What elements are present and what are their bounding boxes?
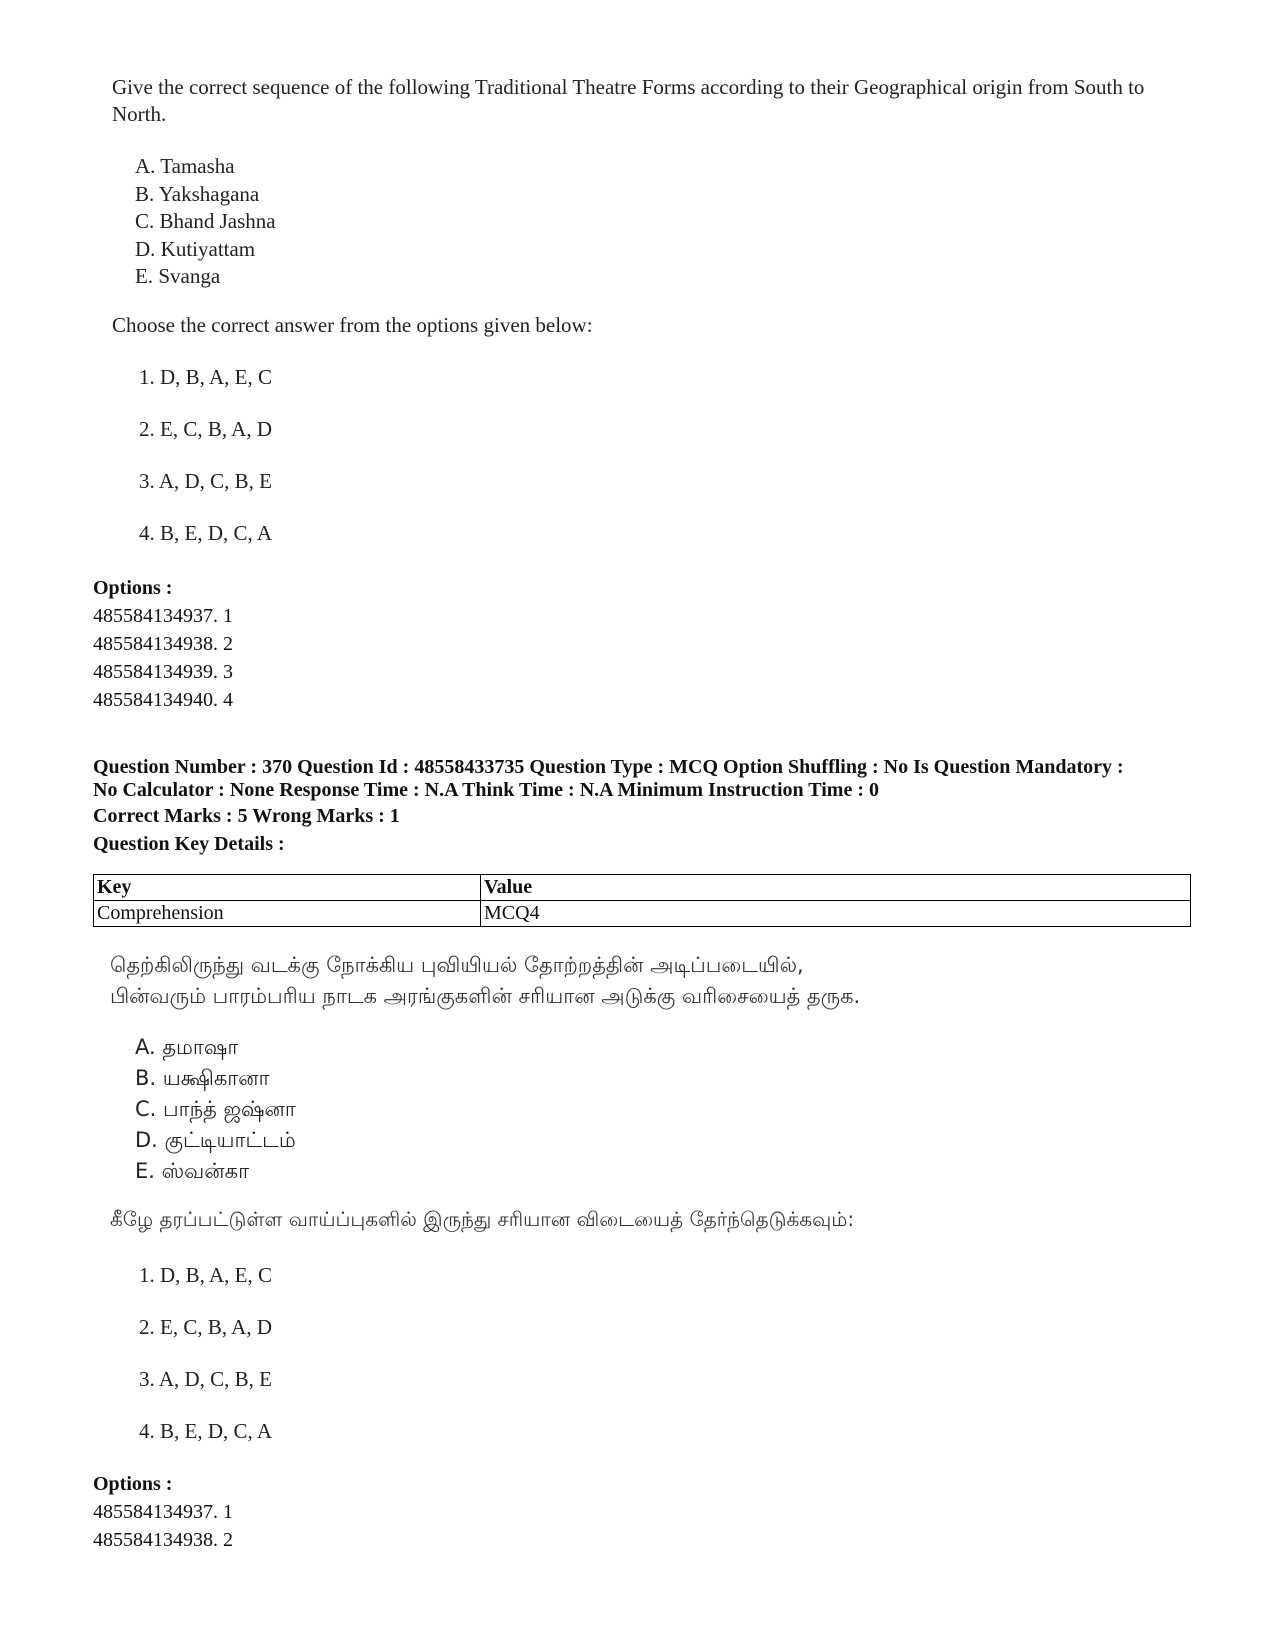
list-item: A. தமாஷா (135, 1035, 239, 1059)
option-line: 485584134939. 3 (93, 661, 233, 683)
list-item: C. பாந்த் ஜஷ்னா (135, 1097, 296, 1121)
answer-choice: 3. A, D, C, B, E (139, 1367, 273, 1391)
list-item: B. யக்ஷிகானா (135, 1066, 270, 1090)
list-item: C. Bhand Jashna (135, 209, 276, 233)
question-tamil (110, 950, 860, 1012)
theatre-forms-list-tamil (135, 1032, 296, 1187)
table-header-row (94, 875, 1191, 901)
table-cell: Comprehension (94, 901, 481, 927)
question-text-line: பின்வரும் பாரம்பரிய நாடக அரங்குகளின் சரியான அடுக்கு வரிசையைத் தருக. (110, 984, 861, 1008)
answer-choice: 1. D, B, A, E, C (139, 1263, 273, 1287)
marks-line: Correct Marks : 5 Wrong Marks : 1 (93, 805, 400, 827)
question-text-line: தெற்கிலிருந்து வடக்கு நோக்கிய புவியியல் தோற்றத்தின் அடிப்படையில், (110, 953, 804, 977)
key-details-label: Question Key Details : (93, 833, 285, 855)
table-header: Value (481, 875, 1191, 901)
answer-choice: 1. D, B, A, E, C (139, 365, 273, 389)
list-item: B. Yakshagana (135, 181, 260, 206)
choose-instruction-tamil: கீழே தரப்பட்டுள்ள வாய்ப்புகளில் இருந்து சரியான விடையைத் தேர்ந்தெடுக்கவும்: (110, 1207, 855, 1231)
meta-line-2: No Calculator : None Response Time : N.A Think Time : N.A Minimum Instruction Time : 0 (93, 779, 879, 801)
list-item: D. Kutiyattam (135, 236, 256, 261)
options-label: Options : (93, 577, 173, 599)
question-english (112, 74, 1172, 128)
choose-instruction: Choose the correct answer from the options given below: (112, 313, 593, 337)
answer-choice: 2. E, C, B, A, D (139, 1315, 273, 1339)
option-line: 485584134938. 2 (93, 633, 233, 655)
option-line: 485584134938. 2 (93, 1529, 233, 1551)
meta-line-1: Question Number : 370 Question Id : 48558433735 Question Type : MCQ Option Shuffling : No Is Question Mandatory : (93, 756, 1124, 778)
answer-choice: 4. B, E, D, C, A (139, 521, 273, 545)
option-line: 485584134937. 1 (93, 1501, 233, 1523)
list-item: E. ஸ்வன்கா (135, 1159, 250, 1183)
list-item: D. குட்டியாட்டம் (135, 1128, 296, 1152)
options-label: Options : (93, 1473, 173, 1495)
table-row (94, 901, 1191, 927)
option-line: 485584134937. 1 (93, 605, 233, 627)
question-meta (93, 756, 1193, 802)
option-line: 485584134940. 4 (93, 689, 233, 711)
theatre-forms-list (135, 153, 276, 291)
question-text: Give the correct sequence of the following Traditional Theatre Forms according to their Geographical origin from South to North. (112, 75, 1145, 126)
table-header: Key (94, 875, 481, 901)
list-item: A. Tamasha (135, 154, 235, 178)
answer-choice: 4. B, E, D, C, A (139, 1419, 273, 1443)
key-details-table (93, 874, 1191, 927)
list-item: E. Svanga (135, 264, 221, 288)
answer-choice: 3. A, D, C, B, E (139, 469, 273, 493)
answer-choice: 2. E, C, B, A, D (139, 417, 273, 441)
table-cell: MCQ4 (481, 901, 1191, 927)
